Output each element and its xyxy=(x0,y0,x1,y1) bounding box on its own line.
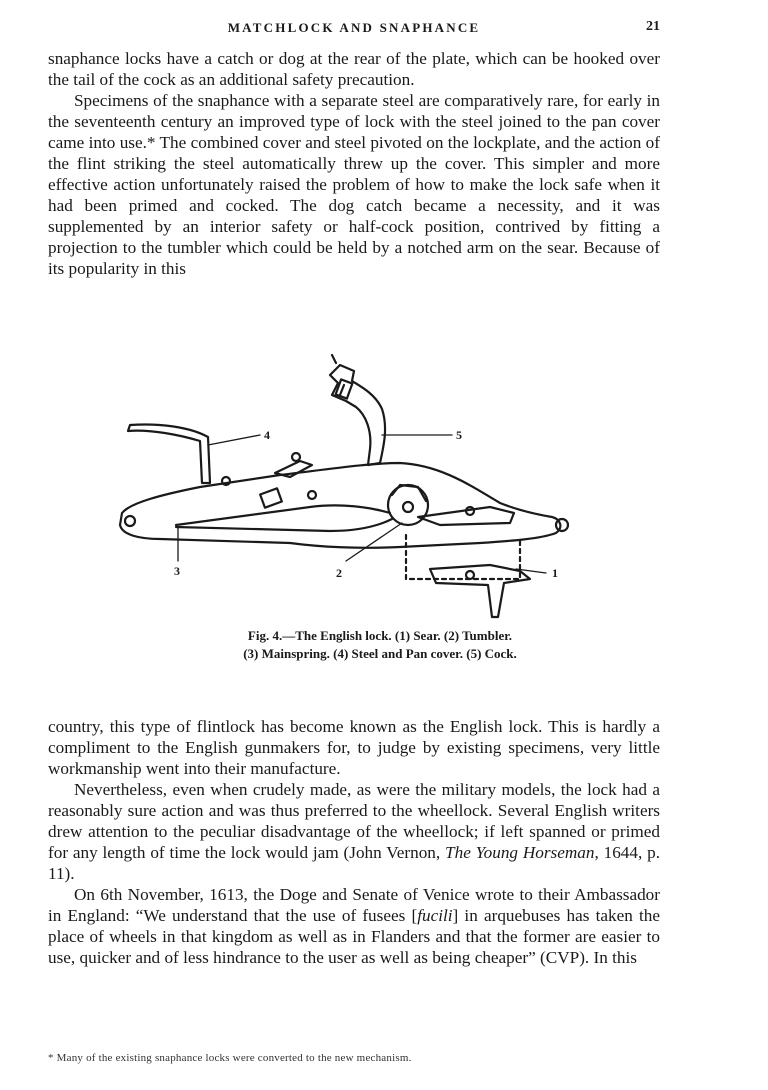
paragraph xyxy=(48,884,660,968)
text-run: Nevertheless, even when crudely made, as were the military models, the lock had a reasonably sure action and was thus preferred to the wheellock. Several English writers drew attention to the peculiar disadvantage of the wheellock; if left spanned or primed for any length of time the lock would jam (John Vernon, xyxy=(48,780,660,862)
mainspring xyxy=(176,505,392,531)
text-run: , 1644, p. 11). xyxy=(48,843,661,883)
figure-caption xyxy=(110,627,650,663)
plate-screw xyxy=(308,491,316,499)
tumbler-pivot xyxy=(403,502,413,512)
sear-detail xyxy=(430,565,530,617)
english-lock-drawing xyxy=(100,335,580,635)
paragraph: snaphance locks have a catch or dog at the rear of the plate, which can be hooked over the tail of the cock as an additional safety precaution. xyxy=(48,49,660,89)
figure-label-1: 1 xyxy=(552,566,558,580)
sear-detail-screw xyxy=(466,571,474,579)
plate-screw xyxy=(125,516,135,526)
tumbler-notch xyxy=(392,485,426,501)
figure-label-3: 3 xyxy=(174,564,180,578)
leader-line-4 xyxy=(208,435,260,445)
screw-block xyxy=(260,488,282,507)
running-head xyxy=(0,16,768,40)
paragraph xyxy=(48,779,660,884)
footnote: * Many of the existing snaphance locks were converted to the new mechanism. xyxy=(48,1052,412,1064)
plate-finial xyxy=(556,519,568,531)
caption-line: Fig. 4.—The English lock. (1) Sear. (2) Tumbler. xyxy=(247,628,513,643)
page-number: 21 xyxy=(646,19,660,34)
italic-term: fucili xyxy=(417,906,453,925)
figure-label-2: 2 xyxy=(336,566,342,580)
lock-illustration xyxy=(100,335,580,635)
plate-screw xyxy=(292,453,300,461)
steel-and-pan-cover xyxy=(128,425,210,484)
paragraph: country, this type of flintlock has become known as the English lock. This is hardly a compliment to the English gunmakers for, to judge by existing specimens, very little workmanship went into their manufacture. xyxy=(48,717,660,778)
book-title: The Young Horseman xyxy=(445,843,595,862)
text-run: ] in arquebuses has taken the place of wheels in that kingdom as well as in Flanders and that the former are easier to use, quicker and of less hindrance to the user as well as being cheaper” (CVP). In this xyxy=(48,906,660,967)
figure-label-4: 4 xyxy=(264,428,270,442)
body-text-top xyxy=(48,48,660,279)
running-title: MATCHLOCK AND SNAPHANCE xyxy=(227,20,481,35)
body-text-bottom xyxy=(48,716,660,968)
text-run: On 6th November, 1613, the Doge and Senate of Venice wrote to their Ambassador in England: “We understand that the use of fusees [ xyxy=(48,885,660,925)
pan xyxy=(275,461,312,477)
paragraph: Specimens of the snaphance with a separate steel are comparatively rare, for early in the seventeenth century an improved type of lock with the steel joined to the pan cover came into use.* The combined cover and steel pivoted on the lockplate, and the action of the flint striking the steel automatically threw up the cover. This simpler and more effective action unfortunately raised the problem of how to make the lock safe when it had been primed and cocked. The dog catch became a necessity, and it was supplemented by an interior safety or half-cock position, contrived by fitting a projection to the tumbler which could be held by a notched arm on the sear. Because of its popularity in this xyxy=(48,91,660,278)
caption-line: (3) Mainspring. (4) Steel and Pan cover. (5) Cock. xyxy=(243,646,517,661)
cock xyxy=(330,365,385,465)
figure-label-5: 5 xyxy=(456,428,462,442)
